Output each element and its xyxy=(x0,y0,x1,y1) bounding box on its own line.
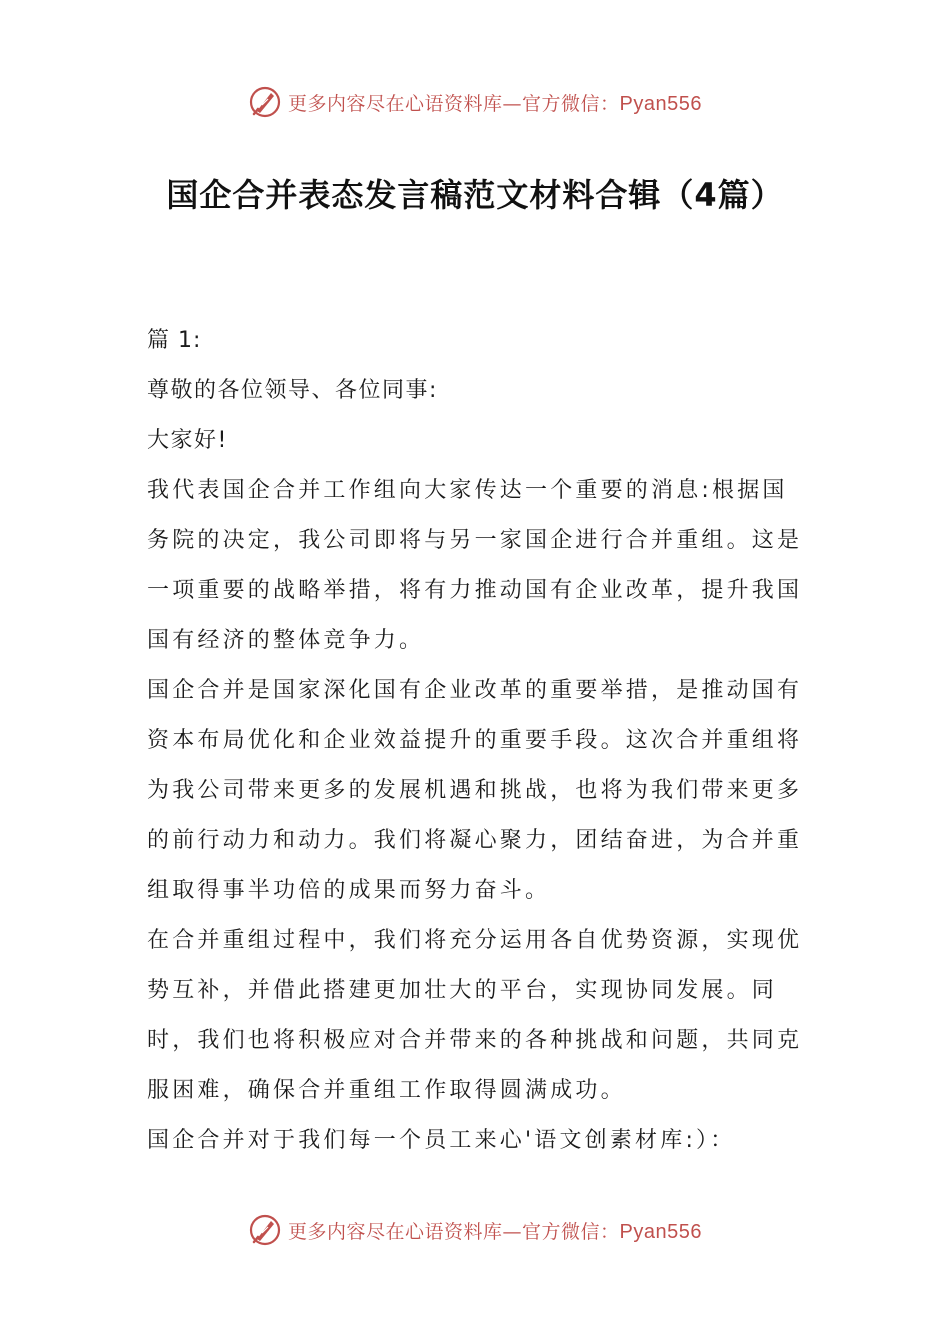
paragraph: 国企合并对于我们每一个员工来心'语文创素材库:）： xyxy=(147,1128,736,1153)
watermark-main-text: 更多内容尽在心语资料库 xyxy=(288,1220,503,1243)
watermark-text xyxy=(288,1217,702,1244)
watermark-separator: — xyxy=(502,1220,523,1243)
section-label: 篇 1: xyxy=(147,328,202,353)
document-title: 国企合并表态发言稿范文材料合辑（4篇） xyxy=(166,176,784,214)
footer-watermark xyxy=(0,1210,950,1250)
watermark-separator: — xyxy=(502,92,523,115)
watermark-wechat-id: Pyan556 xyxy=(619,92,702,115)
salutation: 尊敬的各位领导、各位同事: xyxy=(147,378,438,403)
watermark-official-label: 官方微信： xyxy=(522,1220,620,1243)
greeting: 大家好! xyxy=(147,428,228,453)
paragraph: 我代表国企合并工作组向大家传达一个重要的消息:根据国务院的决定，我公司即将与另一家国企进行合并重组。这是一项重要的战略举措，将有力推动国有企业改革，提升我国国有经济的整体竞争力。 xyxy=(147,478,803,653)
watermark-main-text: 更多内容尽在心语资料库 xyxy=(288,92,503,115)
header-watermark xyxy=(0,82,950,122)
paragraph: 国企合并是国家深化国有企业改革的重要举措，是推动国有资本布局优化和企业效益提升的重要手段。这次合并重组将为我公司带来更多的发展机遇和挑战，也将为我们带来更多的前行动力和动力。我们将凝心聚力，团结奋进，为合并重组取得事半功倍的成果而努力奋斗。 xyxy=(147,678,803,903)
watermark-official-label: 官方微信： xyxy=(522,92,620,115)
document-body xyxy=(147,316,811,1166)
watermark-wechat-id: Pyan556 xyxy=(619,1220,702,1243)
quill-pen-icon xyxy=(248,1213,282,1247)
watermark-text xyxy=(288,89,702,116)
paragraph: 在合并重组过程中，我们将充分运用各自优势资源，实现优势互补，并借此搭建更加壮大的平台，实现协同发展。同时，我们也将积极应对合并带来的各种挑战和问题，共同克服困难，确保合并重组工作取得圆满成功。 xyxy=(147,928,803,1103)
quill-pen-icon xyxy=(248,85,282,119)
